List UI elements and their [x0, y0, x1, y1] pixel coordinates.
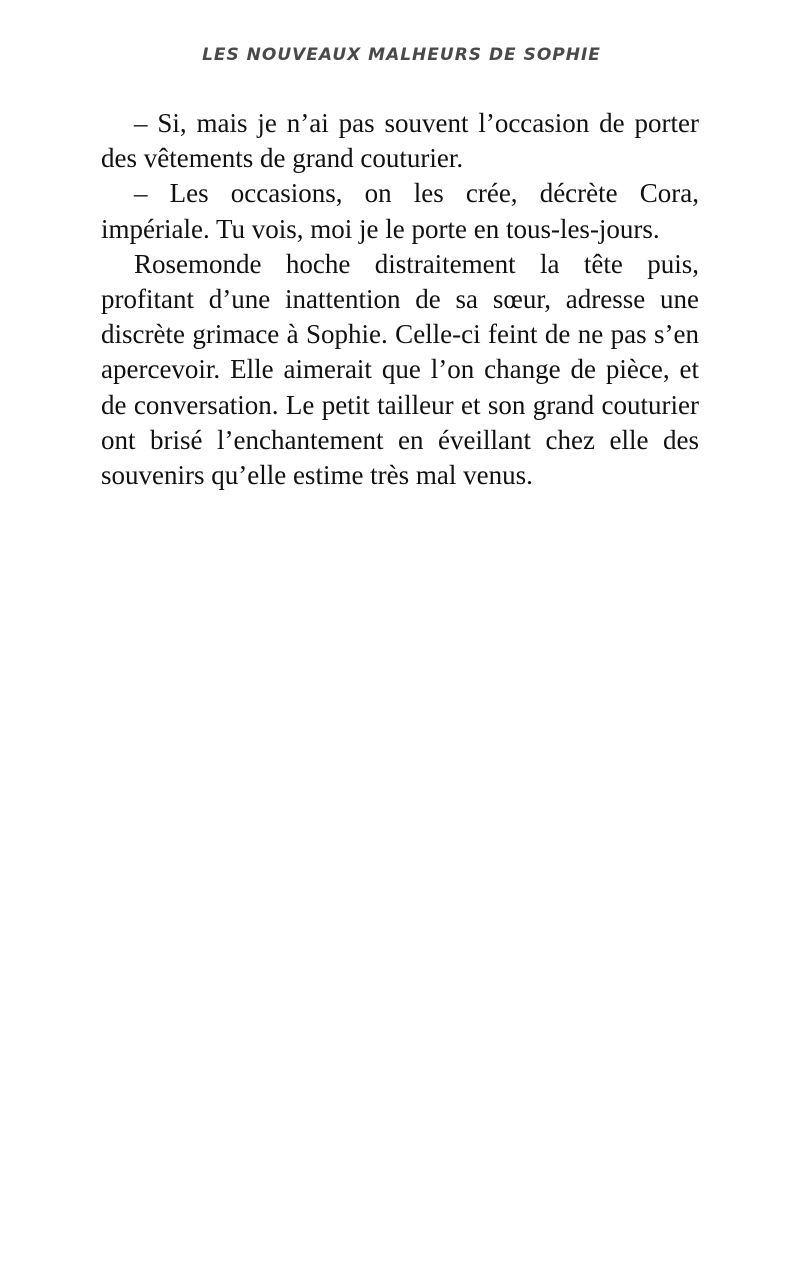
paragraph-2: – Les occasions, on les crée, décrète Cora, impériale. Tu vois, moi je le porte en tous-les-jours. — [101, 178, 699, 244]
running-header: LES NOUVEAUX MALHEURS DE SOPHIE — [202, 45, 601, 65]
paragraph-3: Rosemonde hoche distraitement la tête puis, profitant d’une inattention de sa sœur, adresse une discrète grimace à Sophie. Celle-ci feint de ne pas s’en apercevoir. Elle aimerait que l’on change de pièce, et de conversation. Le petit tailleur et son grand couturier ont brisé l’enchantement en éveillant chez elle des souvenirs qu’elle estime très mal venus. — [101, 248, 699, 491]
body-text — [101, 106, 699, 493]
paragraph-1: – Si, mais je n’ai pas souvent l’occasion de porter des vêtements de grand couturier. — [101, 108, 699, 174]
